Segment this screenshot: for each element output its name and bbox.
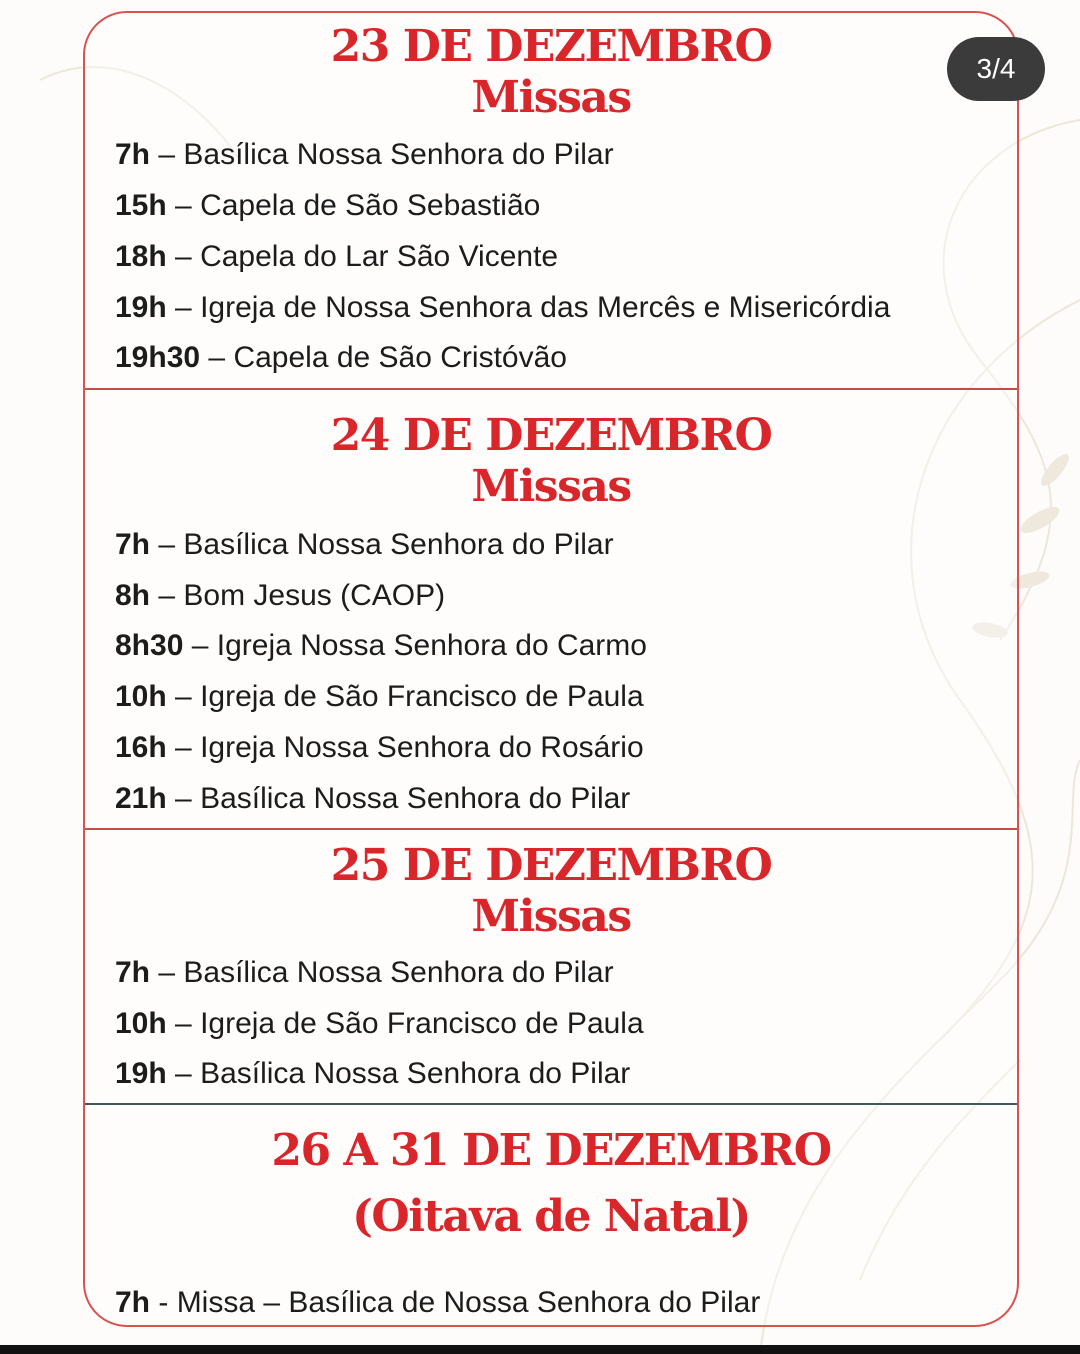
section-subtitle: (Oitava de Natal): [352, 1191, 750, 1242]
mass-place: Capela do Lar São Vicente: [200, 240, 559, 273]
mass-row: 15h – Capela de São Sebastião: [115, 189, 541, 222]
mass-row: 7h – Basílica Nossa Senhora do Pilar: [115, 528, 614, 561]
mass-row: 10h – Igreja de São Francisco de Paula: [115, 1007, 644, 1040]
mass-place: Igreja Nossa Senhora do Rosário: [200, 731, 644, 764]
mass-place: Capela de São Sebastião: [200, 189, 541, 222]
section-dec-24: [85, 390, 1017, 828]
mass-row: 19h30 – Capela de São Cristóvão: [115, 341, 567, 374]
mass-place: Basílica Nossa Senhora do Pilar: [200, 782, 631, 815]
section-date: 24 DE DEZEMBRO: [330, 410, 772, 461]
section-dec-23: [85, 13, 1017, 389]
mass-time: 15h: [115, 189, 167, 222]
section-date: 25 DE DEZEMBRO: [330, 840, 772, 891]
mass-place: Basílica Nossa Senhora do Pilar: [183, 528, 614, 561]
mass-row: 8h30 – Igreja Nossa Senhora do Carmo: [115, 629, 647, 662]
mass-row: 21h – Basílica Nossa Senhora do Pilar: [115, 782, 631, 815]
mass-place: Basílica Nossa Senhora do Pilar: [183, 138, 614, 171]
section-dec-26-31: [85, 1105, 1017, 1327]
mass-time: 19h: [115, 291, 167, 324]
mass-time: 8h30: [115, 629, 184, 662]
mass-row: 8h – Bom Jesus (CAOP): [115, 579, 446, 612]
mass-time: 7h: [115, 138, 151, 171]
mass-place: Basílica Nossa Senhora do Pilar: [183, 956, 614, 989]
schedule-card: [83, 11, 1019, 1327]
mass-time: 10h: [115, 1007, 167, 1040]
section-dec-25: [85, 830, 1017, 1102]
mass-place: Missa – Basílica de Nossa Senhora do Pilar: [176, 1286, 761, 1319]
section-subtitle: Missas: [471, 461, 631, 512]
mass-time: 18h: [115, 240, 167, 273]
mass-place: Bom Jesus (CAOP): [183, 579, 446, 612]
section-subtitle: Missas: [471, 72, 631, 123]
mass-row: 7h – Basílica Nossa Senhora do Pilar: [115, 956, 614, 989]
mass-place: Igreja de Nossa Senhora das Mercês e Misericórdia: [200, 291, 891, 324]
mass-place: Capela de São Cristóvão: [233, 341, 567, 374]
mass-place: Igreja de São Francisco de Paula: [200, 1007, 644, 1040]
mass-time: 21h: [115, 782, 167, 815]
mass-place: Igreja Nossa Senhora do Carmo: [216, 629, 647, 662]
mass-row: 18h – Capela do Lar São Vicente: [115, 240, 559, 273]
mass-separator: -: [150, 1286, 177, 1319]
mass-time: 19h: [115, 1057, 167, 1090]
mass-row: 19h – Igreja de Nossa Senhora das Mercês e Misericórdia: [115, 291, 891, 324]
mass-row: 16h – Igreja Nossa Senhora do Rosário: [115, 731, 644, 764]
section-date: 23 DE DEZEMBRO: [330, 21, 772, 72]
mass-time: 10h: [115, 680, 167, 713]
section-subtitle: Missas: [471, 891, 631, 942]
mass-row: 10h – Igreja de São Francisco de Paula: [115, 680, 644, 713]
mass-time: 19h30: [115, 341, 201, 374]
mass-time: 7h: [115, 1286, 151, 1319]
mass-time: 7h: [115, 528, 151, 561]
mass-row: 7h – Basílica Nossa Senhora do Pilar: [115, 138, 614, 171]
slide-counter-badge: 3/4: [947, 37, 1045, 101]
bottom-bar: [0, 1345, 1080, 1354]
mass-place: Igreja de São Francisco de Paula: [200, 680, 644, 713]
mass-row: [115, 1288, 760, 1318]
mass-place: Basílica Nossa Senhora do Pilar: [200, 1057, 631, 1090]
mass-time: 7h: [115, 956, 151, 989]
mass-row: 19h – Basílica Nossa Senhora do Pilar: [115, 1057, 631, 1090]
mass-time: 16h: [115, 731, 167, 764]
section-date: 26 A 31 DE DEZEMBRO: [271, 1125, 831, 1176]
mass-time: 8h: [115, 579, 151, 612]
